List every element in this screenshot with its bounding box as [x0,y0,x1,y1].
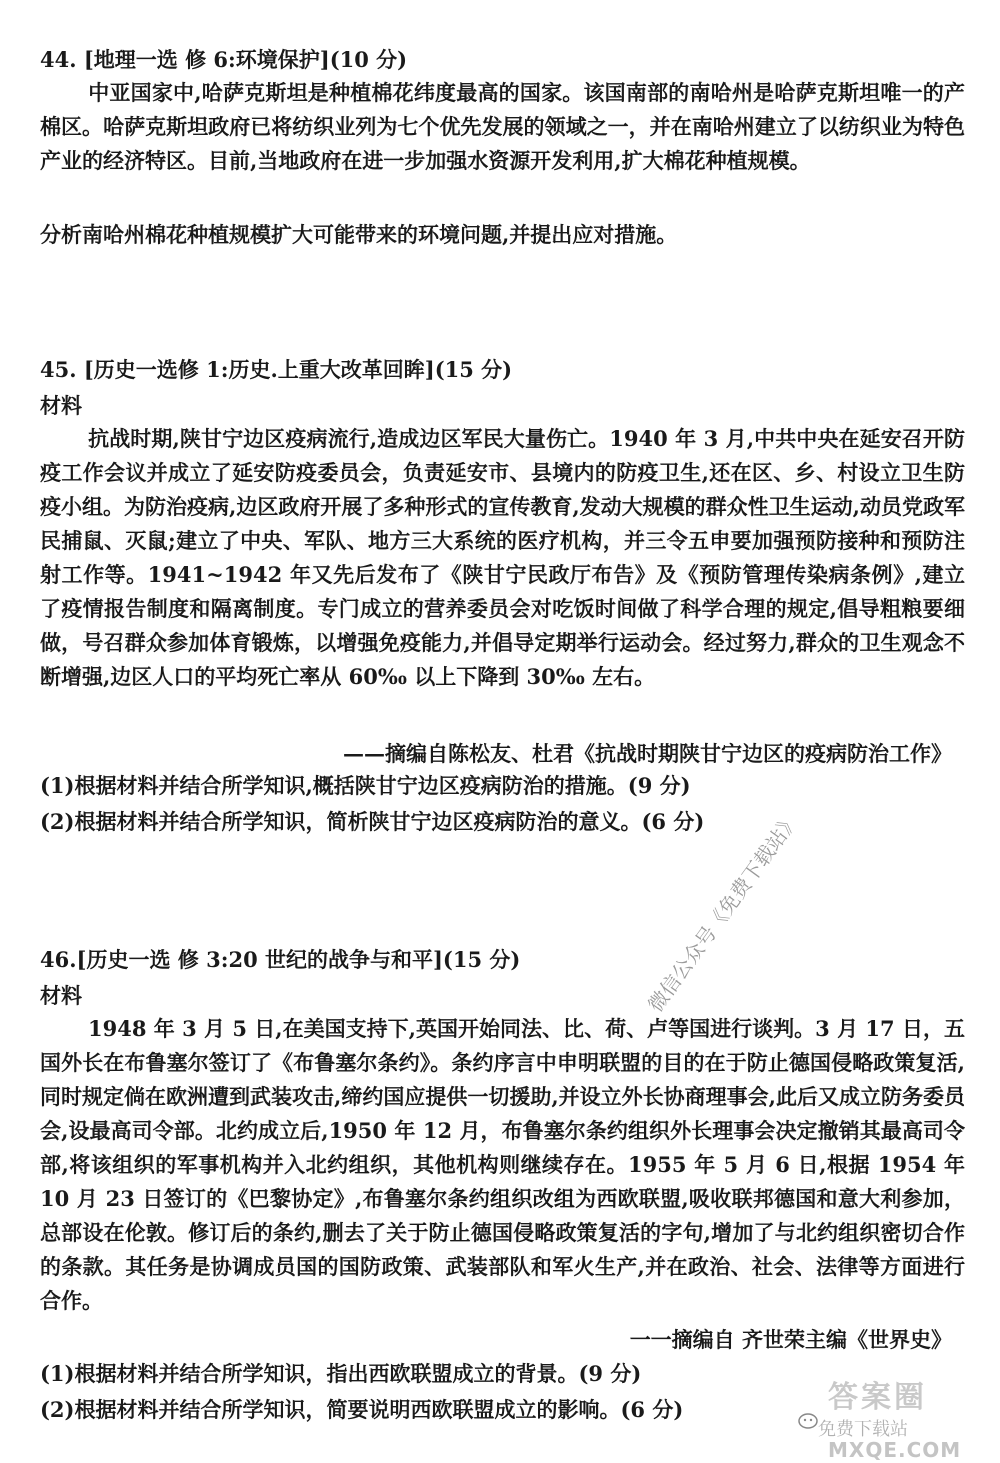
q46-material-label: 材料 [40,983,82,1008]
watermark-bottom-text: 免费下载站 [818,1419,908,1440]
wechat-bubble-icon [798,1413,820,1431]
q45-paragraph [40,422,965,694]
q46-subquestion-2: (2)根据材料并结合所学知识，简要说明西欧联盟成立的影响。(6 分) [40,1397,684,1422]
q45-title: 45. [历史一选修 1:历史.上重大改革回眸](15 分) [40,357,513,382]
q44-question: 分析南哈州棉花种植规模扩大可能带来的环境问题,并提出应对措施。 [40,222,678,247]
q45-source: ——摘编自陈松友、杜君《抗战时期陕甘宁边区的疫病防治工作》 [343,741,952,766]
q44-title: 44. [地理一选 修 6:环境保护](10 分) [40,47,408,72]
q45-material-label: 材料 [40,393,82,418]
q45-subquestion-2: (2)根据材料并结合所学知识，简析陕甘宁边区疫病防治的意义。(6 分) [40,809,705,834]
q46-source: 一一摘编自 齐世荣主编《世界史》 [629,1327,952,1352]
q44-paragraph [40,76,965,178]
q44-paragraph-text: 中亚国家中,哈萨克斯坦是种植棉花纬度最高的国家。该国南部的南哈州是哈萨克斯坦唯一的产棉区。哈萨克斯坦政府已将纺织业列为七个优先发展的领域之一，并在南哈州建立了以纺织业为特色产业的经济特区。目前,当地政府在进一步加强水资源开发利用,扩大棉花种植规模。 [40,80,965,173]
diagonal-watermark: 微信公众号《免费下载站》 [643,808,804,1017]
q46-title: 46.[历史一选 修 3:20 世纪的战争与和平](15 分) [40,947,521,972]
q45-subquestion-1: (1)根据材料并结合所学知识,概括陕甘宁边区疫病防治的措施。(9 分) [40,773,691,798]
q46-paragraph [40,1012,965,1318]
q46-paragraph-text: 1948 年 3 月 5 日,在美国支持下,英国开始同法、比、荷、卢等国进行谈判。3 月 17 日，五国外长在布鲁塞尔签订了《布鲁塞尔条约》。条约序言中申明联盟的目的在于防止德国侵略政策复活,同时规定倘在欧洲遭到武装攻击,缔约国应提供一切援助,并设立外长协商理事会,此后又成立防务委员会,设最高司令部。北约成立后,1950 年 12 月，布鲁塞尔条约组织外长理事会决定撤销其最高司令部,将该组织的军事机构并入北约组织，其他机构则继续存在。1955 年 5 月 6 日,根据 1954 年 10 月 23 日签订的《巴黎协定》,布鲁塞尔条约组织改组为西欧联盟,吸收联邦德国和意大利参加，总部设在伦敦。修订后的条约,删去了关于防止德国侵略政策复活的字句,增加了与北约组织密切合作的条款。其任务是协调成员国的国防政策、武装部队和军火生产,并在政治、社会、法律等方面进行合作。 [40,1016,965,1313]
q45-paragraph-text: 抗战时期,陕甘宁边区疫病流行,造成边区军民大量伤亡。1940 年 3 月,中共中央在延安召开防疫工作会议并成立了延安防疫委员会，负责延安市、县境内的防疫卫生,还在区、乡、村设立卫生防疫小组。为防治疫病,边区政府开展了多种形式的宣传教育,发动大规模的群众性卫生运动,动员党政军民捕鼠、灭鼠;建立了中央、军队、地方三大系统的医疗机构，并三令五申要加强预防接种和预防注射工作等。1941~1942 年又先后发布了《陕甘宁民政厅布告》及《预防管理传染病条例》,建立了疫情报告制度和隔离制度。专门成立的营养委员会对吃饭时间做了科学合理的规定,倡导粗粮要细做，号召群众参加体育锻炼，以增强免疫能力,并倡导定期举行运动会。经过努力,群众的卫生观念不断增强,边区人口的平均死亡率从 60‰ 以上下降到 30‰ 左右。 [40,426,965,689]
watermark-logo-text: 答案圈 [828,1380,927,1415]
q46-subquestion-1: (1)根据材料并结合所学知识，指出西欧联盟成立的背景。(9 分) [40,1361,642,1386]
watermark-domain: MXQE.COM [828,1438,962,1462]
